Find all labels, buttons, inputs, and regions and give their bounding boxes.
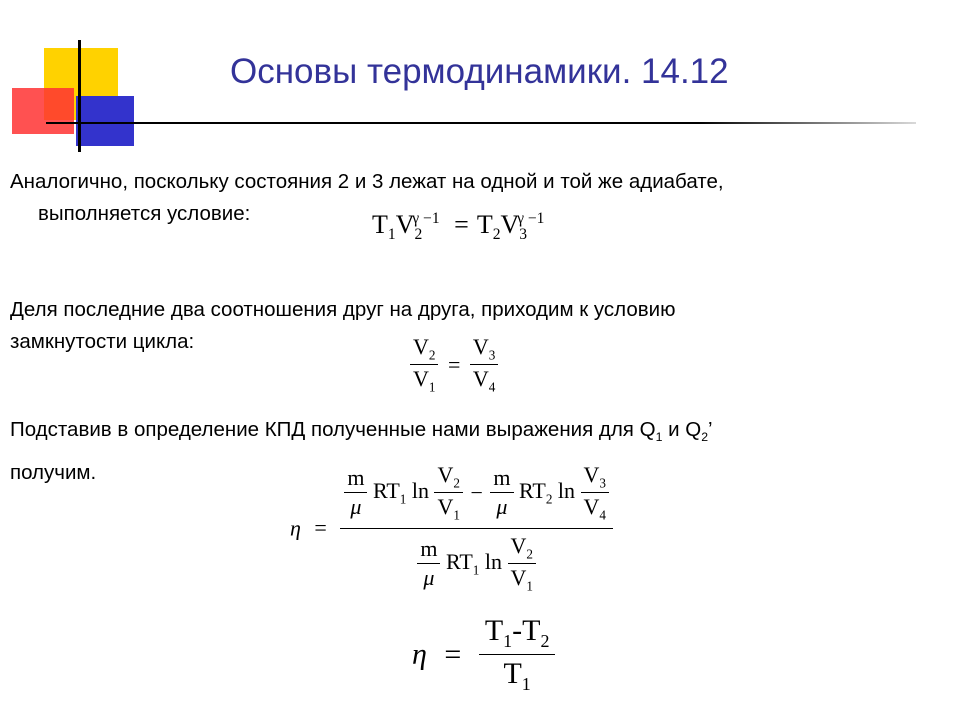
paragraph-efficiency-line1: Подставив в определение КПД полученные нами выражения для $Q_1$ и $Q_2$’ [10, 418, 713, 445]
paragraph-adiabat-line2: выполняется условие: [38, 202, 251, 225]
equation-cycle-closure: $\frac{V_2}{V_1}$ = $\frac{V_3}{V_4}$ [410, 334, 498, 396]
equation-adiabat: $T_1V_2^{\gamma -1} = T_2V_3^{\gamma -1}$ [372, 210, 545, 244]
paragraph-adiabat [10, 166, 724, 230]
equation-efficiency-full: η = $\frac{m}{\mu}$ $RT_1$ ln $\frac{V_2}{V_1}$ − $\frac{m}{\mu}$ $RT_2$ ln $\frac{V_3}{V_4}$ $\frac{m}{\mu}$ $RT_1$ ln $\frac{V_2}{V_1}$ [290, 462, 613, 595]
logo-blue-square [76, 96, 134, 146]
efficiency-numerator: $\frac{m}{\mu}$ $RT_1$ ln $\frac{V_2}{V_1}$ − $\frac{m}{\mu}$ $RT_2$ ln $\frac{V_3}{V_4}$ [340, 462, 613, 529]
slide-title: Основы термодинамики. 14.12 [230, 52, 729, 91]
paragraph-efficiency-line2: получим. [10, 461, 97, 485]
efficiency-denominator: $\frac{m}{\mu}$ $RT_1$ ln $\frac{V_2}{V_1}$ [413, 529, 540, 595]
logo-vertical-line [78, 40, 81, 152]
title-underline [46, 122, 916, 124]
paragraph-division [10, 294, 675, 358]
equation-efficiency-final: η = $\frac{T_1-T_2}{T_1}$ [412, 614, 555, 695]
paragraph-division-line2: замкнутости цикла: [10, 330, 195, 353]
logo-red-square [12, 88, 74, 134]
paragraph-division-line1: Деля последние два соотношения друг на друга, приходим к условию [10, 298, 676, 321]
paragraph-adiabat-line1: Аналогично, поскольку состояния 2 и 3 лежат на одной и той же адиабате, [10, 170, 724, 193]
